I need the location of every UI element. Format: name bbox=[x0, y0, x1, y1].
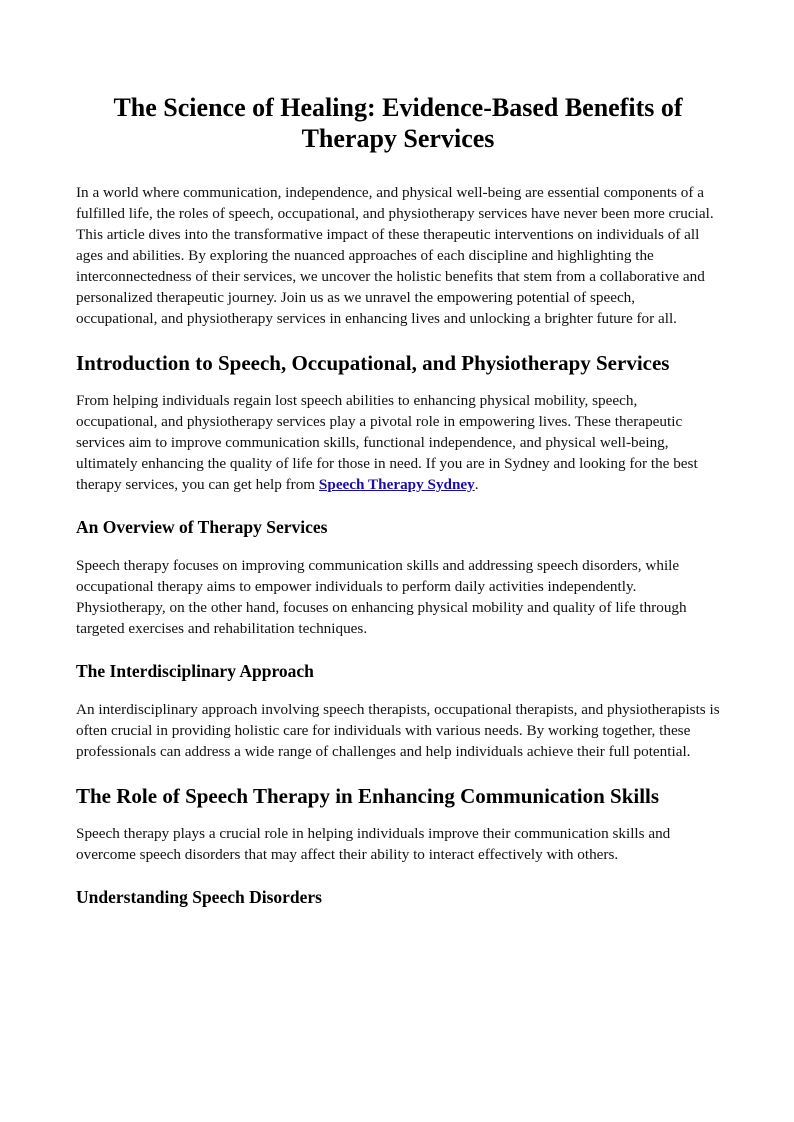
section-introduction-paragraph bbox=[76, 390, 720, 495]
subheading-interdisciplinary: The Interdisciplinary Approach bbox=[76, 661, 314, 681]
section-heading-speech-therapy: The Role of Speech Therapy in Enhancing Communication Skills bbox=[76, 784, 660, 808]
subheading-overview: An Overview of Therapy Services bbox=[76, 517, 328, 537]
interdisciplinary-paragraph: An interdisciplinary approach involving speech therapists, occupational therapists, and physiotherapists is often crucial in providing holistic care for individuals with various needs. By working together, these professionals can address a wide range of challenges and help individuals achieve their full potential. bbox=[76, 701, 720, 760]
paragraph-text: From helping individuals regain lost speech abilities to enhancing physical mobility, speech, occupational, and physiotherapy services play a pivotal role in empowering lives. These therapeutic services aim to improve communication skills, functional independence, and physical well-being, ultimately enhancing the quality of life for those in need. If you are in Sydney and looking for the best therapy services, you can get help from bbox=[76, 392, 698, 493]
document-title: The Science of Healing: Evidence-Based Benefits of Therapy Services bbox=[113, 93, 683, 153]
section-heading-introduction: Introduction to Speech, Occupational, and Physiotherapy Services bbox=[76, 351, 670, 375]
speech-therapy-paragraph: Speech therapy plays a crucial role in helping individuals improve their communication skills and overcome speech disorders that may affect their ability to interact effectively with others. bbox=[76, 825, 671, 863]
overview-paragraph: Speech therapy focuses on improving communication skills and addressing speech disorders, while occupational therapy aims to empower individuals to perform daily activities independently. Physiotherapy, on the other hand, focuses on enhancing physical mobility and quality of life through targeted exercises and rehabilitation techniques. bbox=[76, 557, 687, 637]
document-page bbox=[76, 92, 720, 908]
speech-therapy-sydney-link[interactable]: Speech Therapy Sydney bbox=[318, 476, 475, 493]
intro-paragraph: In a world where communication, independence, and physical well-being are essential components of a fulfilled life, the roles of speech, occupational, and physiotherapy services have never been more crucial. This article dives into the transformative impact of these therapeutic interventions on individuals of all ages and abilities. By exploring the nuanced approaches of each discipline and highlighting the interconnectedness of their services, we uncover the holistic benefits that stem from a collaborative and personalized therapeutic journey. Join us as we unravel the empowering potential of speech, occupational, and physiotherapy services in enhancing lives and unlocking a brighter future for all. bbox=[76, 184, 714, 327]
paragraph-text-end: . bbox=[474, 476, 479, 493]
subheading-speech-disorders: Understanding Speech Disorders bbox=[76, 887, 322, 907]
